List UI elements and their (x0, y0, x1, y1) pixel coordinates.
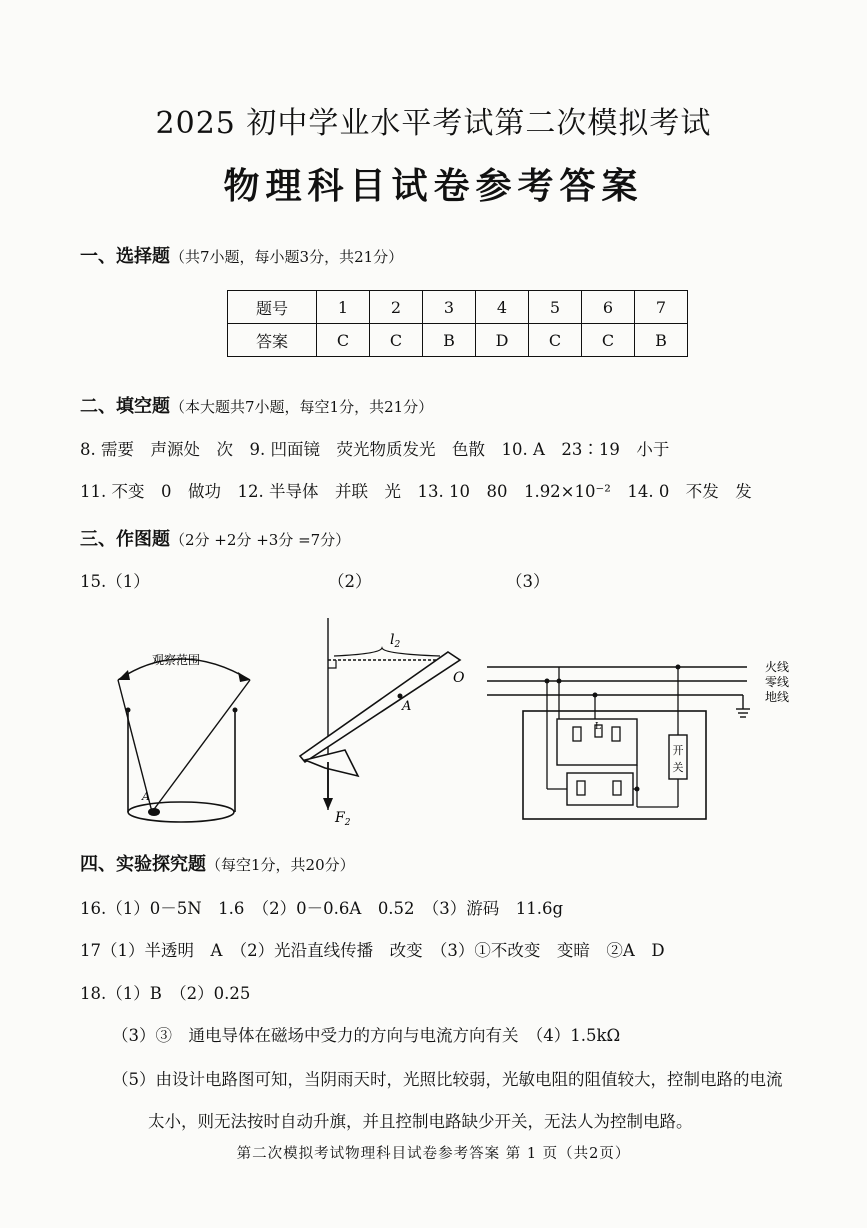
section-3-title: 三、作图题 (80, 529, 170, 550)
table-cell: 2 (370, 291, 423, 324)
table-cell: C (317, 324, 370, 357)
section-1-heading (80, 242, 403, 268)
q18-answers: 18.（1）B （2）0.25 (80, 984, 251, 1003)
table-cell: B (635, 324, 688, 357)
table-row (228, 324, 688, 357)
arm-l2-label: $l_2$ (390, 632, 401, 650)
live-wire-label: 火线 (765, 660, 790, 674)
section-4-title: 四、实验探究题 (80, 854, 206, 875)
table-cell: 1 (317, 291, 370, 324)
q18-part-3-4-answers: （3）③ 通电导体在磁场中受力的方向与电流方向有关 （4）1.5kΩ (112, 1026, 621, 1045)
table-row (228, 291, 688, 324)
table-cell: D (476, 324, 529, 357)
q18-part-5-answer-line-1: （5）由设计电路图可知，当阴雨天时，光照比较弱，光敏电阻的阻值较大，控制电路的电流 (112, 1070, 783, 1089)
point-a-label: A (402, 699, 412, 714)
answer-key-title: 物理科目试卷参考答案 (223, 165, 644, 207)
ground-wire-label: 地线 (765, 690, 790, 704)
table-header-cell: 答案 (228, 324, 317, 357)
q15-part-2-label: （2） (328, 572, 372, 591)
table-cell: 3 (423, 291, 476, 324)
section-1-note: （共7小题，每小题3分，共21分） (170, 248, 404, 266)
section-4-heading (80, 850, 355, 876)
section-2-heading (80, 392, 433, 418)
q15-part-1-label: 15.（1） (80, 572, 150, 591)
fill-answers-line-2: 11. 不变 0 做功 12. 半导体 并联 光 13. 10 80 1.92×10⁻² 14. 0 不发 发 (80, 482, 752, 501)
table-cell: 6 (582, 291, 635, 324)
switch-label-1: 开 (672, 744, 684, 757)
section-1-title: 一、选择题 (80, 246, 170, 267)
section-4-note: （每空1分，共20分） (206, 856, 355, 874)
q17-answers: 17（1）半透明 A （2）光沿直线传播 改变 （3）①不改变 变暗 ②A D (80, 941, 665, 960)
point-a-label: A (142, 790, 150, 803)
section-2-note: （本大题共7小题，每空1分，共21分） (170, 398, 434, 416)
choice-answer-table (227, 290, 688, 357)
viewing-range-diagram (100, 640, 265, 830)
q15-part-3-label: （3） (506, 572, 550, 591)
force-f2-label: $F_2$ (335, 810, 351, 828)
table-cell: C (529, 324, 582, 357)
section-3-note: （2分 +2分 +3分 =7分） (170, 531, 351, 549)
table-cell: C (582, 324, 635, 357)
table-cell: 7 (635, 291, 688, 324)
table-header-cell: 题号 (228, 291, 317, 324)
table-cell: 5 (529, 291, 582, 324)
switch-label-2: 关 (672, 761, 684, 774)
viewing-range-label: 观察范围 (152, 653, 201, 667)
fill-answers-line-1: 8. 需要 声源处 次 9. 凹面镜 荧光物质发光 色散 10. A 23∶19 小于 (80, 440, 670, 459)
table-cell: C (370, 324, 423, 357)
table-cell: 4 (476, 291, 529, 324)
table-cell: B (423, 324, 476, 357)
l-terminal-label: L (595, 722, 601, 732)
fulcrum-o-label: O (453, 670, 465, 686)
section-2-title: 二、填空题 (80, 396, 170, 417)
exam-title: 2025 初中学业水平考试第二次模拟考试 (155, 106, 712, 141)
page-footer: 第二次模拟考试物理科目试卷参考答案 第 1 页（共2页） (236, 1146, 631, 1162)
lever-diagram (290, 610, 480, 828)
neutral-wire-label: 零线 (765, 675, 790, 689)
section-3-heading (80, 525, 350, 551)
q16-answers: 16.（1）0－5N 1.6 （2）0－0.6A 0.52 （3）游码 11.6g (80, 899, 564, 918)
q18-part-5-answer-line-2: 太小，则无法按时自动升旗，并且控制电路缺少开关，无法人为控制电路。 (148, 1112, 693, 1131)
household-circuit-diagram (485, 655, 790, 825)
